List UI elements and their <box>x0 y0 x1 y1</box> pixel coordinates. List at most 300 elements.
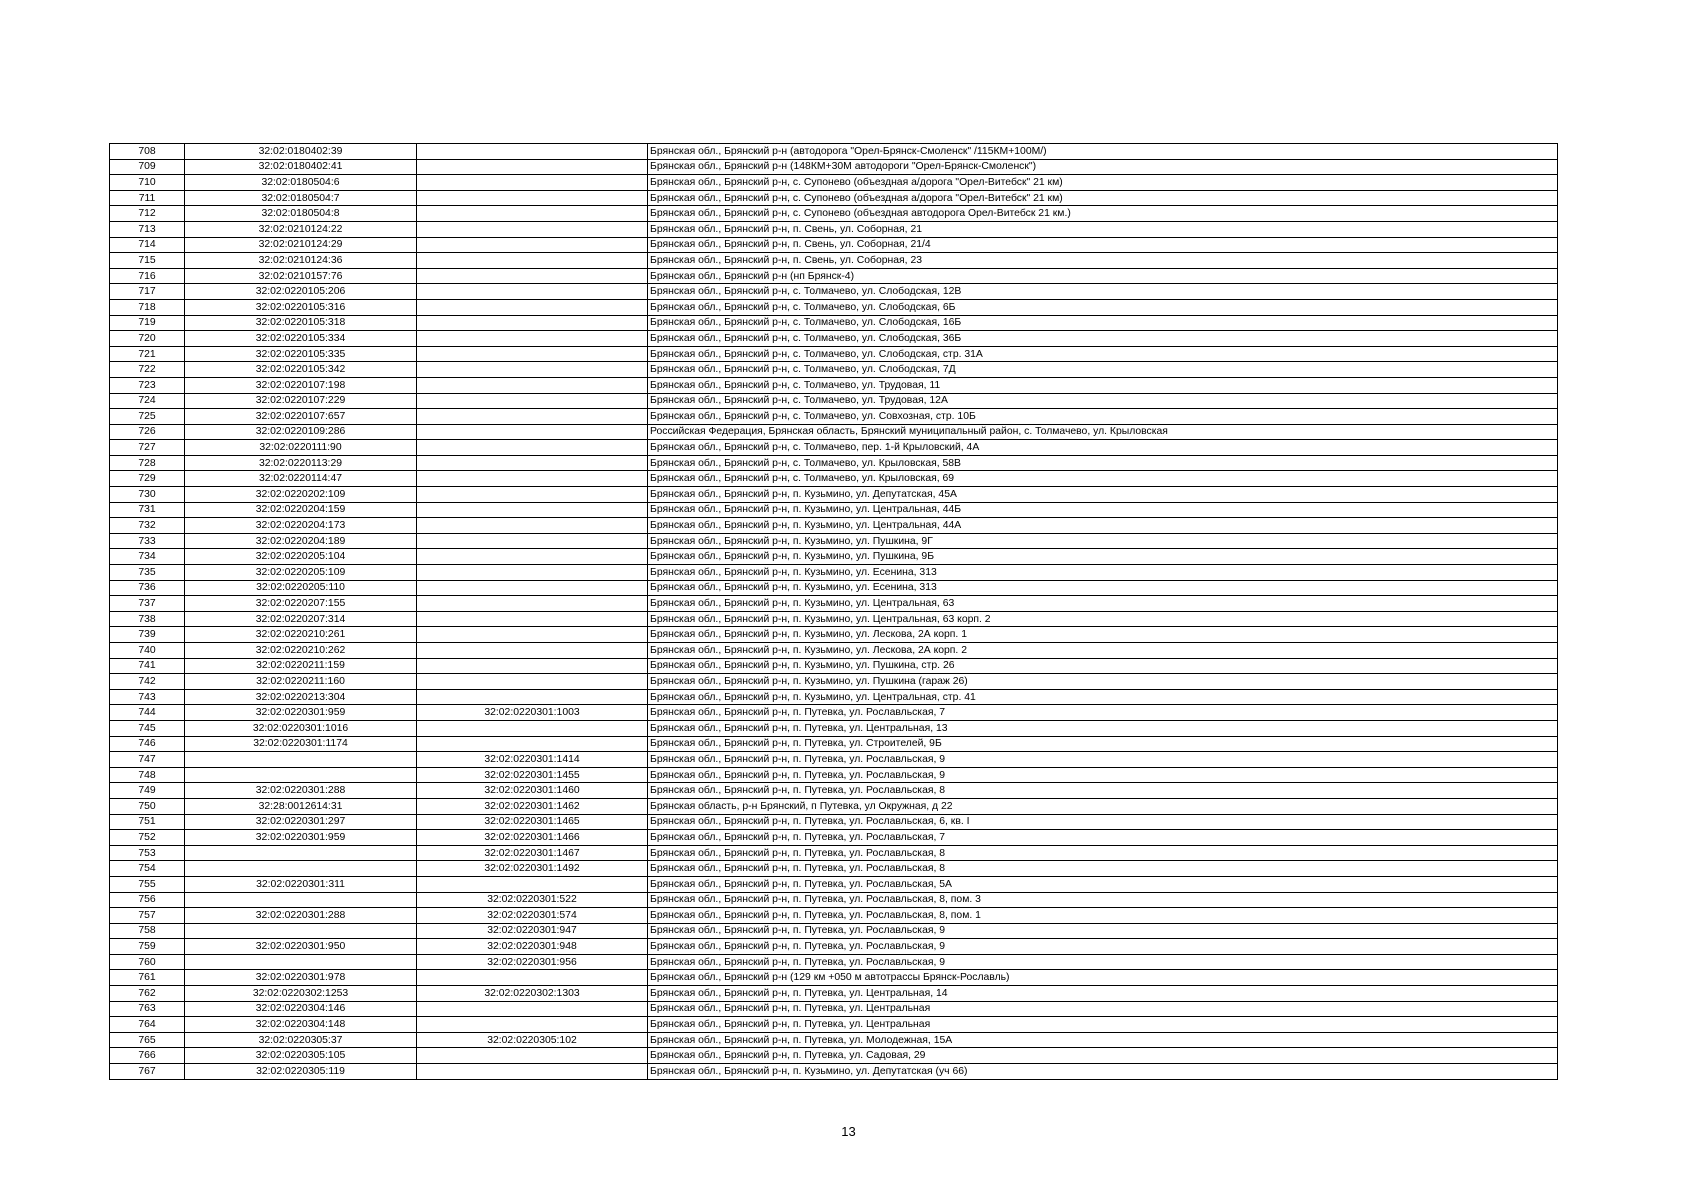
cadastral-number-cell: 32:02:0220301:297 <box>185 814 417 830</box>
row-number-cell: 748 <box>110 767 185 783</box>
cadastral-number-cell: 32:02:0210124:29 <box>185 237 417 253</box>
row-number-cell: 744 <box>110 705 185 721</box>
table-row <box>110 830 1558 846</box>
related-cadastral-number-cell <box>417 331 648 347</box>
address-cell: Брянская обл., Брянский р-н, п. Кузьмино, ул. Центральная, стр. 41 <box>648 689 1558 705</box>
address-cell: Брянская обл., Брянский р-н, п. Путевка, ул. Центральная <box>648 1017 1558 1033</box>
row-number-cell: 764 <box>110 1017 185 1033</box>
row-number-cell: 761 <box>110 970 185 986</box>
table-row <box>110 627 1558 643</box>
related-cadastral-number-cell <box>417 377 648 393</box>
table-row <box>110 1048 1558 1064</box>
row-number-cell: 715 <box>110 253 185 269</box>
address-cell: Брянская обл., Брянский р-н, п. Кузьмино, ул. Центральная, 63 <box>648 596 1558 612</box>
address-cell: Брянская обл., Брянский р-н, п. Кузьмино, ул. Пушкина, 9Г <box>648 533 1558 549</box>
address-cell: Брянская обл., Брянский р-н, п. Путевка, ул. Рославльская, 8, пом. 3 <box>648 892 1558 908</box>
address-cell: Брянская обл., Брянский р-н, с. Толмачево, ул. Крыловская, 69 <box>648 471 1558 487</box>
related-cadastral-number-cell: 32:02:0220301:1492 <box>417 861 648 877</box>
related-cadastral-number-cell <box>417 237 648 253</box>
row-number-cell: 766 <box>110 1048 185 1064</box>
row-number-cell: 762 <box>110 986 185 1002</box>
cadastral-number-cell <box>185 892 417 908</box>
table-row <box>110 471 1558 487</box>
row-number-cell: 752 <box>110 830 185 846</box>
cadastral-number-cell <box>185 861 417 877</box>
row-number-cell: 726 <box>110 424 185 440</box>
table-row <box>110 315 1558 331</box>
table-row <box>110 1001 1558 1017</box>
cadastral-number-cell: 32:02:0220301:950 <box>185 939 417 955</box>
cadastral-number-cell: 32:02:0220109:286 <box>185 424 417 440</box>
cadastral-number-cell: 32:02:0220210:262 <box>185 643 417 659</box>
address-cell: Брянская обл., Брянский р-н, п. Путевка, ул. Рославльская, 6, кв. I <box>648 814 1558 830</box>
related-cadastral-number-cell: 32:02:0220301:1467 <box>417 845 648 861</box>
related-cadastral-number-cell <box>417 175 648 191</box>
related-cadastral-number-cell <box>417 876 648 892</box>
cadastral-number-cell: 32:02:0220111:90 <box>185 440 417 456</box>
cadastral-number-cell: 32:02:0220301:959 <box>185 705 417 721</box>
row-number-cell: 753 <box>110 845 185 861</box>
row-number-cell: 757 <box>110 908 185 924</box>
table-row <box>110 377 1558 393</box>
cadastral-number-cell: 32:02:0210124:36 <box>185 253 417 269</box>
table-row <box>110 299 1558 315</box>
table-row <box>110 674 1558 690</box>
address-cell: Брянская обл., Брянский р-н, п. Кузьмино, ул. Есенина, 313 <box>648 565 1558 581</box>
address-cell: Брянская обл., Брянский р-н, с. Толмачево, ул. Слободская, 36Б <box>648 331 1558 347</box>
cadastral-number-cell <box>185 845 417 861</box>
related-cadastral-number-cell <box>417 190 648 206</box>
row-number-cell: 756 <box>110 892 185 908</box>
address-cell: Брянская обл., Брянский р-н, с. Толмачево, ул. Слободская, 16Б <box>648 315 1558 331</box>
address-cell: Брянская область, р-н Брянский, п Путевка, ул Окружная, д 22 <box>648 798 1558 814</box>
address-cell: Брянская обл., Брянский р-н, п. Путевка, ул. Рославльская, 7 <box>648 705 1558 721</box>
table-row <box>110 424 1558 440</box>
related-cadastral-number-cell <box>417 533 648 549</box>
related-cadastral-number-cell: 32:02:0220301:522 <box>417 892 648 908</box>
table-row <box>110 565 1558 581</box>
row-number-cell: 765 <box>110 1032 185 1048</box>
address-cell: Брянская обл., Брянский р-н, п. Кузьмино, ул. Депутатская, 45А <box>648 487 1558 503</box>
related-cadastral-number-cell <box>417 736 648 752</box>
table-row <box>110 845 1558 861</box>
cadastral-number-cell: 32:02:0210124:22 <box>185 221 417 237</box>
cadastral-number-cell: 32:02:0220305:119 <box>185 1064 417 1080</box>
cadastral-number-cell: 32:02:0220202:109 <box>185 487 417 503</box>
address-cell: Брянская обл., Брянский р-н, п. Кузьмино, ул. Лескова, 2А корп. 1 <box>648 627 1558 643</box>
row-number-cell: 755 <box>110 876 185 892</box>
table-row <box>110 253 1558 269</box>
related-cadastral-number-cell: 32:02:0220301:1460 <box>417 783 648 799</box>
table-row <box>110 752 1558 768</box>
address-cell: Брянская обл., Брянский р-н, п. Путевка, ул. Рославльская, 5А <box>648 876 1558 892</box>
address-cell: Брянская обл., Брянский р-н, с. Супонево (объездная а/дорога "Орел-Витебск" 21 км) <box>648 175 1558 191</box>
row-number-cell: 716 <box>110 268 185 284</box>
related-cadastral-number-cell <box>417 643 648 659</box>
cadastral-number-cell: 32:02:0180504:7 <box>185 190 417 206</box>
address-cell: Брянская обл., Брянский р-н, с. Толмачево, ул. Трудовая, 12А <box>648 393 1558 409</box>
cadastral-number-cell: 32:02:0220204:189 <box>185 533 417 549</box>
row-number-cell: 737 <box>110 596 185 612</box>
row-number-cell: 708 <box>110 144 185 160</box>
related-cadastral-number-cell: 32:02:0220301:1003 <box>417 705 648 721</box>
table-row <box>110 954 1558 970</box>
cadastral-number-cell: 32:02:0220304:146 <box>185 1001 417 1017</box>
row-number-cell: 732 <box>110 518 185 534</box>
related-cadastral-number-cell <box>417 362 648 378</box>
cadastral-number-cell: 32:02:0220301:288 <box>185 908 417 924</box>
address-cell: Брянская обл., Брянский р-н, п. Путевка, ул. Рославльская, 9 <box>648 923 1558 939</box>
table-row <box>110 346 1558 362</box>
table-row <box>110 502 1558 518</box>
related-cadastral-number-cell <box>417 502 648 518</box>
address-cell: Брянская обл., Брянский р-н, п. Кузьмино, ул. Депутатская (уч 66) <box>648 1064 1558 1080</box>
cadastral-number-cell: 32:02:0180402:41 <box>185 159 417 175</box>
row-number-cell: 754 <box>110 861 185 877</box>
address-cell: Брянская обл., Брянский р-н, с. Супонево (объездная автодорога Орел-Витебск 21 км.) <box>648 206 1558 222</box>
cadastral-number-cell: 32:02:0220211:160 <box>185 674 417 690</box>
table-row <box>110 908 1558 924</box>
address-cell: Брянская обл., Брянский р-н, п. Кузьмино, ул. Центральная, 63 корп. 2 <box>648 611 1558 627</box>
address-cell: Брянская обл., Брянский р-н (нп Брянск-4) <box>648 268 1558 284</box>
cadastral-number-cell: 32:02:0220107:657 <box>185 409 417 425</box>
table-row <box>110 518 1558 534</box>
row-number-cell: 742 <box>110 674 185 690</box>
related-cadastral-number-cell <box>417 565 648 581</box>
address-cell: Брянская обл., Брянский р-н, п. Кузьмино, ул. Есенина, 313 <box>648 580 1558 596</box>
address-cell: Брянская обл., Брянский р-н, п. Путевка, ул. Рославльская, 8 <box>648 845 1558 861</box>
row-number-cell: 749 <box>110 783 185 799</box>
row-number-cell: 736 <box>110 580 185 596</box>
related-cadastral-number-cell <box>417 970 648 986</box>
address-cell: Брянская обл., Брянский р-н, с. Толмачево, ул. Слободская, 7Д <box>648 362 1558 378</box>
address-cell: Брянская обл., Брянский р-н, п. Свень, ул. Соборная, 23 <box>648 253 1558 269</box>
related-cadastral-number-cell <box>417 346 648 362</box>
row-number-cell: 733 <box>110 533 185 549</box>
row-number-cell: 763 <box>110 1001 185 1017</box>
row-number-cell: 718 <box>110 299 185 315</box>
related-cadastral-number-cell <box>417 487 648 503</box>
cadastral-number-cell: 32:02:0220210:261 <box>185 627 417 643</box>
table-row <box>110 986 1558 1002</box>
cadastral-number-cell: 32:02:0220205:104 <box>185 549 417 565</box>
table-row <box>110 221 1558 237</box>
row-number-cell: 739 <box>110 627 185 643</box>
cadastral-number-cell: 32:02:0180504:6 <box>185 175 417 191</box>
table-row <box>110 705 1558 721</box>
related-cadastral-number-cell <box>417 409 648 425</box>
table-row <box>110 658 1558 674</box>
cadastral-number-cell: 32:02:0220304:148 <box>185 1017 417 1033</box>
table-row <box>110 175 1558 191</box>
related-cadastral-number-cell <box>417 424 648 440</box>
related-cadastral-number-cell: 32:02:0220301:1455 <box>417 767 648 783</box>
address-cell: Брянская обл., Брянский р-н (129 км +050 м автотрассы Брянск-Рославль) <box>648 970 1558 986</box>
row-number-cell: 717 <box>110 284 185 300</box>
property-table <box>109 143 1558 1080</box>
table-row <box>110 814 1558 830</box>
table-row <box>110 237 1558 253</box>
related-cadastral-number-cell <box>417 284 648 300</box>
cadastral-number-cell: 32:02:0220207:314 <box>185 611 417 627</box>
cadastral-number-cell: 32:02:0210157:76 <box>185 268 417 284</box>
table-row <box>110 393 1558 409</box>
cadastral-number-cell: 32:02:0220305:37 <box>185 1032 417 1048</box>
address-cell: Брянская обл., Брянский р-н, п. Путевка, ул. Рославльская, 8 <box>648 861 1558 877</box>
address-cell: Брянская обл., Брянский р-н (148КМ+30М автодороги "Орел-Брянск-Смоленск") <box>648 159 1558 175</box>
address-cell: Брянская обл., Брянский р-н, п. Путевка, ул. Рославльская, 9 <box>648 954 1558 970</box>
related-cadastral-number-cell <box>417 455 648 471</box>
table-row <box>110 284 1558 300</box>
cadastral-number-cell: 32:02:0220301:311 <box>185 876 417 892</box>
row-number-cell: 759 <box>110 939 185 955</box>
cadastral-number-cell: 32:02:0220207:155 <box>185 596 417 612</box>
cadastral-number-cell: 32:02:0220107:229 <box>185 393 417 409</box>
address-cell: Брянская обл., Брянский р-н, п. Путевка, ул. Центральная <box>648 1001 1558 1017</box>
row-number-cell: 745 <box>110 720 185 736</box>
cadastral-number-cell <box>185 752 417 768</box>
row-number-cell: 735 <box>110 565 185 581</box>
related-cadastral-number-cell <box>417 580 648 596</box>
row-number-cell: 723 <box>110 377 185 393</box>
row-number-cell: 751 <box>110 814 185 830</box>
address-cell: Брянская обл., Брянский р-н, п. Кузьмино, ул. Центральная, 44Б <box>648 502 1558 518</box>
cadastral-number-cell <box>185 954 417 970</box>
cadastral-number-cell: 32:02:0220205:110 <box>185 580 417 596</box>
address-cell: Брянская обл., Брянский р-н, п. Путевка, ул. Рославльская, 9 <box>648 939 1558 955</box>
row-number-cell: 712 <box>110 206 185 222</box>
table-row <box>110 331 1558 347</box>
table-row <box>110 970 1558 986</box>
row-number-cell: 743 <box>110 689 185 705</box>
related-cadastral-number-cell <box>417 144 648 160</box>
related-cadastral-number-cell: 32:02:0220301:956 <box>417 954 648 970</box>
row-number-cell: 713 <box>110 221 185 237</box>
related-cadastral-number-cell <box>417 1048 648 1064</box>
related-cadastral-number-cell <box>417 549 648 565</box>
cadastral-number-cell: 32:02:0220205:109 <box>185 565 417 581</box>
related-cadastral-number-cell <box>417 221 648 237</box>
address-cell: Брянская обл., Брянский р-н, с. Толмачево, ул. Слободская, 12В <box>648 284 1558 300</box>
related-cadastral-number-cell <box>417 1064 648 1080</box>
related-cadastral-number-cell <box>417 627 648 643</box>
row-number-cell: 740 <box>110 643 185 659</box>
cadastral-number-cell: 32:02:0220301:1016 <box>185 720 417 736</box>
table-row <box>110 689 1558 705</box>
row-number-cell: 711 <box>110 190 185 206</box>
row-number-cell: 724 <box>110 393 185 409</box>
table-row <box>110 1064 1558 1080</box>
cadastral-number-cell: 32:02:0180402:39 <box>185 144 417 160</box>
cadastral-number-cell: 32:02:0220105:342 <box>185 362 417 378</box>
address-cell: Брянская обл., Брянский р-н, п. Кузьмино, ул. Пушкина, стр. 26 <box>648 658 1558 674</box>
row-number-cell: 760 <box>110 954 185 970</box>
table-row <box>110 596 1558 612</box>
cadastral-number-cell: 32:28:0012614:31 <box>185 798 417 814</box>
address-cell: Брянская обл., Брянский р-н, с. Толмачево, ул. Слободская, стр. 31А <box>648 346 1558 362</box>
table-row <box>110 533 1558 549</box>
related-cadastral-number-cell <box>417 674 648 690</box>
address-cell: Брянская обл., Брянский р-н, п. Кузьмино, ул. Пушкина, 9Б <box>648 549 1558 565</box>
row-number-cell: 729 <box>110 471 185 487</box>
address-cell: Брянская обл., Брянский р-н, п. Путевка, ул. Рославльская, 9 <box>648 767 1558 783</box>
row-number-cell: 734 <box>110 549 185 565</box>
related-cadastral-number-cell <box>417 206 648 222</box>
related-cadastral-number-cell <box>417 1001 648 1017</box>
related-cadastral-number-cell <box>417 315 648 331</box>
row-number-cell: 728 <box>110 455 185 471</box>
cadastral-number-cell: 32:02:0220305:105 <box>185 1048 417 1064</box>
cadastral-number-cell: 32:02:0220105:335 <box>185 346 417 362</box>
cadastral-number-cell: 32:02:0180504:8 <box>185 206 417 222</box>
related-cadastral-number-cell <box>417 611 648 627</box>
row-number-cell: 725 <box>110 409 185 425</box>
related-cadastral-number-cell: 32:02:0220301:947 <box>417 923 648 939</box>
related-cadastral-number-cell <box>417 720 648 736</box>
row-number-cell: 721 <box>110 346 185 362</box>
property-table-body <box>110 144 1558 1080</box>
address-cell: Брянская обл., Брянский р-н, с. Толмачево, ул. Крыловская, 58В <box>648 455 1558 471</box>
cadastral-number-cell: 32:02:0220114:47 <box>185 471 417 487</box>
related-cadastral-number-cell <box>417 253 648 269</box>
table-row <box>110 767 1558 783</box>
related-cadastral-number-cell: 32:02:0220305:102 <box>417 1032 648 1048</box>
address-cell: Брянская обл., Брянский р-н, п. Путевка, ул. Молодежная, 15А <box>648 1032 1558 1048</box>
table-row <box>110 1032 1558 1048</box>
table-row <box>110 206 1558 222</box>
table-row <box>110 643 1558 659</box>
cadastral-number-cell: 32:02:0220105:206 <box>185 284 417 300</box>
row-number-cell: 714 <box>110 237 185 253</box>
address-cell: Брянская обл., Брянский р-н, п. Кузьмино, ул. Пушкина (гараж 26) <box>648 674 1558 690</box>
row-number-cell: 722 <box>110 362 185 378</box>
address-cell: Брянская обл., Брянский р-н, п. Свень, ул. Соборная, 21 <box>648 221 1558 237</box>
row-number-cell: 767 <box>110 1064 185 1080</box>
related-cadastral-number-cell: 32:02:0220301:948 <box>417 939 648 955</box>
cadastral-number-cell <box>185 923 417 939</box>
related-cadastral-number-cell: 32:02:0220301:1414 <box>417 752 648 768</box>
table-row <box>110 159 1558 175</box>
address-cell: Брянская обл., Брянский р-н, п. Свень, ул. Соборная, 21/4 <box>648 237 1558 253</box>
row-number-cell: 719 <box>110 315 185 331</box>
table-row <box>110 440 1558 456</box>
related-cadastral-number-cell <box>417 268 648 284</box>
cadastral-number-cell: 32:02:0220204:173 <box>185 518 417 534</box>
row-number-cell: 750 <box>110 798 185 814</box>
table-row <box>110 939 1558 955</box>
cadastral-number-cell: 32:02:0220105:318 <box>185 315 417 331</box>
address-cell: Брянская обл., Брянский р-н, п. Кузьмино, ул. Центральная, 44А <box>648 518 1558 534</box>
related-cadastral-number-cell <box>417 1017 648 1033</box>
row-number-cell: 758 <box>110 923 185 939</box>
cadastral-number-cell <box>185 767 417 783</box>
related-cadastral-number-cell <box>417 159 648 175</box>
table-row <box>110 1017 1558 1033</box>
table-row <box>110 455 1558 471</box>
table-row <box>110 362 1558 378</box>
related-cadastral-number-cell <box>417 393 648 409</box>
address-cell: Брянская обл., Брянский р-н, п. Путевка, ул. Строителей, 9Б <box>648 736 1558 752</box>
table-row <box>110 580 1558 596</box>
table-row <box>110 549 1558 565</box>
table-row <box>110 892 1558 908</box>
address-cell: Брянская обл., Брянский р-н, с. Толмачево, ул. Трудовая, 11 <box>648 377 1558 393</box>
row-number-cell: 710 <box>110 175 185 191</box>
cadastral-number-cell: 32:02:0220107:198 <box>185 377 417 393</box>
cadastral-number-cell: 32:02:0220113:29 <box>185 455 417 471</box>
address-cell: Российская Федерация, Брянская область, Брянский муниципальный район, с. Толмачево, ул. Крыловская <box>648 424 1558 440</box>
address-cell: Брянская обл., Брянский р-н, с. Толмачево, пер. 1-й Крыловский, 4А <box>648 440 1558 456</box>
row-number-cell: 730 <box>110 487 185 503</box>
row-number-cell: 709 <box>110 159 185 175</box>
table-row <box>110 861 1558 877</box>
related-cadastral-number-cell: 32:02:0220301:1466 <box>417 830 648 846</box>
related-cadastral-number-cell: 32:02:0220302:1303 <box>417 986 648 1002</box>
related-cadastral-number-cell <box>417 471 648 487</box>
table-row <box>110 611 1558 627</box>
address-cell: Брянская обл., Брянский р-н, п. Путевка, ул. Рославльская, 9 <box>648 752 1558 768</box>
table-row <box>110 783 1558 799</box>
address-cell: Брянская обл., Брянский р-н, п. Путевка, ул. Рославльская, 8 <box>648 783 1558 799</box>
row-number-cell: 746 <box>110 736 185 752</box>
cadastral-number-cell: 32:02:0220301:978 <box>185 970 417 986</box>
row-number-cell: 738 <box>110 611 185 627</box>
address-cell: Брянская обл., Брянский р-н, п. Путевка, ул. Центральная, 13 <box>648 720 1558 736</box>
page-number: 13 <box>841 1124 856 1139</box>
table-row <box>110 720 1558 736</box>
table-row <box>110 736 1558 752</box>
table-row <box>110 268 1558 284</box>
row-number-cell: 720 <box>110 331 185 347</box>
table-row <box>110 409 1558 425</box>
row-number-cell: 731 <box>110 502 185 518</box>
related-cadastral-number-cell <box>417 440 648 456</box>
related-cadastral-number-cell: 32:02:0220301:1465 <box>417 814 648 830</box>
address-cell: Брянская обл., Брянский р-н, п. Кузьмино, ул. Лескова, 2А корп. 2 <box>648 643 1558 659</box>
cadastral-number-cell: 32:02:0220105:316 <box>185 299 417 315</box>
address-cell: Брянская обл., Брянский р-н, с. Толмачево, ул. Слободская, 6Б <box>648 299 1558 315</box>
related-cadastral-number-cell <box>417 596 648 612</box>
related-cadastral-number-cell <box>417 658 648 674</box>
address-cell: Брянская обл., Брянский р-н, п. Путевка, ул. Садовая, 29 <box>648 1048 1558 1064</box>
cadastral-number-cell: 32:02:0220213:304 <box>185 689 417 705</box>
related-cadastral-number-cell <box>417 689 648 705</box>
cadastral-number-cell: 32:02:0220301:1174 <box>185 736 417 752</box>
row-number-cell: 727 <box>110 440 185 456</box>
cadastral-number-cell: 32:02:0220204:159 <box>185 502 417 518</box>
address-cell: Брянская обл., Брянский р-н, с. Супонево (объездная а/дорога "Орел-Витебск" 21 км) <box>648 190 1558 206</box>
row-number-cell: 741 <box>110 658 185 674</box>
table-row <box>110 190 1558 206</box>
table-row <box>110 487 1558 503</box>
address-cell: Брянская обл., Брянский р-н, с. Толмачево, ул. Совхозная, стр. 10Б <box>648 409 1558 425</box>
cadastral-number-cell: 32:02:0220105:334 <box>185 331 417 347</box>
table-row <box>110 144 1558 160</box>
cadastral-number-cell: 32:02:0220301:959 <box>185 830 417 846</box>
address-cell: Брянская обл., Брянский р-н, п. Путевка, ул. Центральная, 14 <box>648 986 1558 1002</box>
table-row <box>110 923 1558 939</box>
address-cell: Брянская обл., Брянский р-н, п. Путевка, ул. Рославльская, 8, пом. 1 <box>648 908 1558 924</box>
cadastral-number-cell: 32:02:0220302:1253 <box>185 986 417 1002</box>
related-cadastral-number-cell <box>417 518 648 534</box>
table-row <box>110 876 1558 892</box>
row-number-cell: 747 <box>110 752 185 768</box>
address-cell: Брянская обл., Брянский р-н, п. Путевка, ул. Рославльская, 7 <box>648 830 1558 846</box>
address-cell: Брянская обл., Брянский р-н (автодорога "Орел-Брянск-Смоленск" /115КМ+100М/) <box>648 144 1558 160</box>
cadastral-number-cell: 32:02:0220301:288 <box>185 783 417 799</box>
related-cadastral-number-cell: 32:02:0220301:1462 <box>417 798 648 814</box>
table-row <box>110 798 1558 814</box>
